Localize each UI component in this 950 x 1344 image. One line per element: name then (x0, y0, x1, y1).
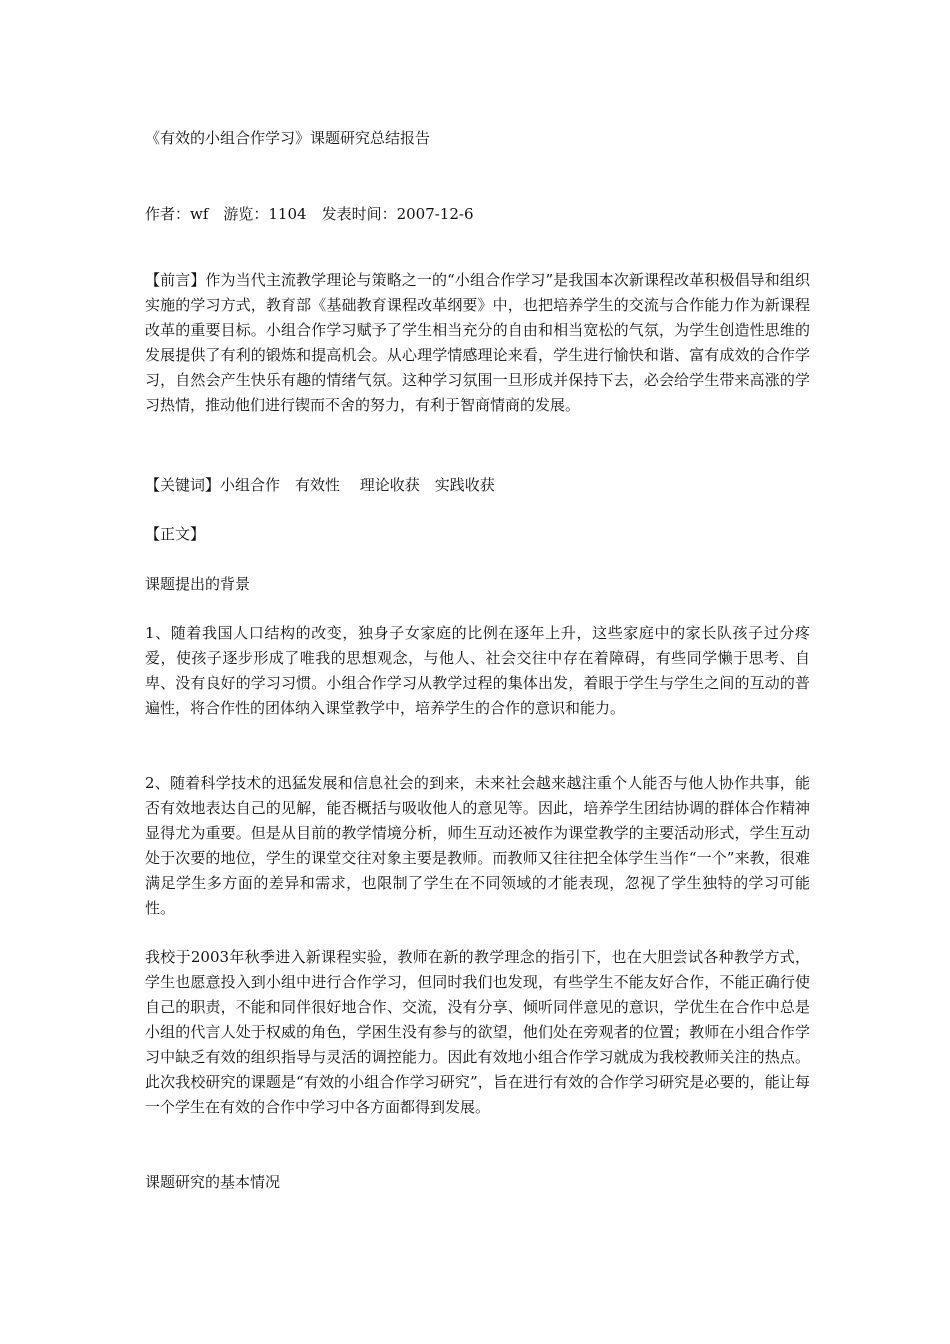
body-heading: 【正文】 (145, 525, 206, 543)
document-meta: 作者：wf 游览：1104 发表时间：2007-12-6 (145, 205, 474, 223)
background-paragraph-3: 我校于2003年秋季进入新课程实验，教师在新的教学理念的指引下，也在大胆尝试各种教学方式，学生也愿意投入到小组中进行合作学习，但同时我们也发现，有些学生不能友好合作，不能正确行使自己的职责，不能和同伴很好地合作、交流，没有分享、倾听同伴意见的意识，学优生在合作中总是小组的代言人处于权威的角色，学困生没有参与的欲望，他们处在旁观者的位置；教师在小组合作学习中缺乏有效的组织指导与灵活的调控能力。因此有效地小组合作学习就成为我校教师关注的热点。此次我校研究的课题是“有效的小组合作学习研究”，旨在进行有效的合作学习研究是必要的，能让每一个学生在有效的合作中学习中各方面都得到发展。 (145, 948, 810, 1116)
section-heading: 课题提出的背景 (145, 575, 251, 593)
background-paragraph-2: 2、随着科学技术的迅猛发展和信息社会的到来，未来社会越来越注重个人能否与他人协作共事，能否有效地表达自己的见解，能否概括与吸收他人的意见等。因此，培养学生团结协调的群体合作精神显得尤为重要。但是从目前的教学情境分析，师生互动还被作为课堂教学的主要活动形式，学生互动处于次要的地位，学生的课堂交往对象主要是教师。而教师又往往把全体学生当作“一个”来教，很难满足学生多方面的差异和需求，也限制了学生在不同领域的才能表现，忽视了学生独特的学习可能性。 (145, 774, 810, 917)
keywords-line: 【关键词】小组合作 有效性 理论收获 实践收获 (145, 476, 495, 494)
document-title: 《有效的小组合作学习》课题研究总结报告 (145, 129, 431, 147)
background-paragraph-1: 1、随着我国人口结构的改变，独身子女家庭的比例在逐年上升，这些家庭中的家长队孩子过分疼爱，使孩子逐步形成了唯我的思想观念，与他人、社会交往中存在着障碍，有些同学懒于思考、自卑、没有良好的学习习惯。小组合作学习从教学过程的集体出发，着眼于学生与学生之间的互动的普遍性，将合作性的团体纳入课堂教学中，培养学生的合作的意识和能力。 (145, 624, 810, 717)
preface-paragraph: 【前言】作为当代主流教学理论与策略之一的“小组合作学习”是我国本次新课程改革积极倡导和组织实施的学习方式，教育部《基础教育课程改革纲要》中，也把培养学生的交流与合作能力作为新课程改革的重要目标。小组合作学习赋予了学生相当充分的自由和相当宽松的气氛，为学生创造性思维的发展提供了有利的锻炼和提高机会。从心理学情感理论来看，学生进行愉快和谐、富有成效的合作学习，自然会产生快乐有趣的情绪气氛。这种学习氛围一旦形成并保持下去，必会给学生带来高涨的学习热情，推动他们进行锲而不舍的努力，有利于智商情商的发展。 (145, 271, 810, 414)
section-heading-2: 课题研究的基本情况 (145, 1173, 281, 1191)
